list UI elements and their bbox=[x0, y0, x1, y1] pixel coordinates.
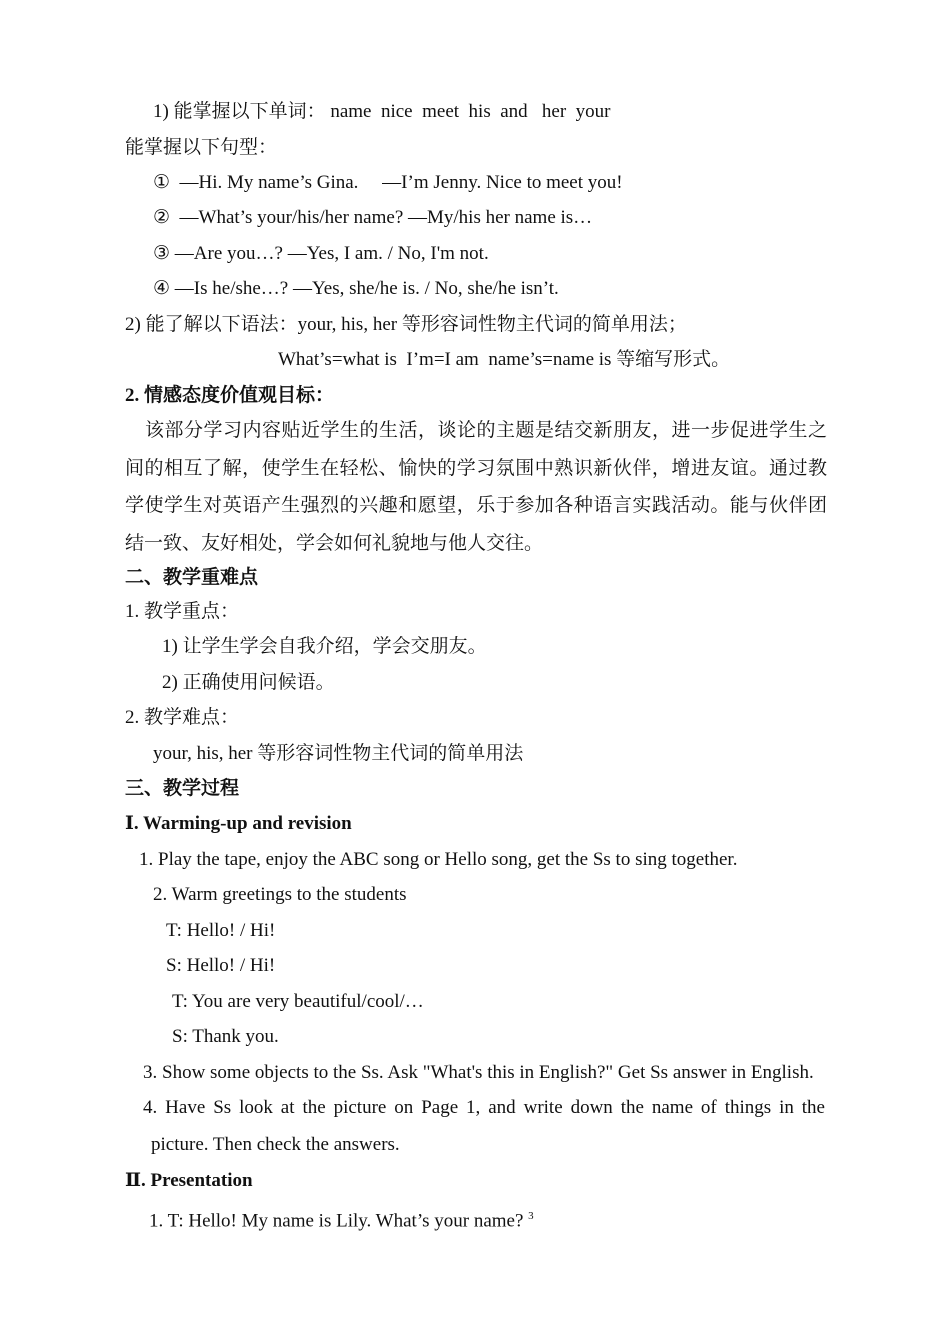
sentence-pattern-4: ④ —Is he/she…? —Yes, she/he is. / No, she/he isn’t. bbox=[153, 278, 559, 299]
emotion-paragraph: 该部分学习内容贴近学生的生活，谈论的主题是结交新朋友，进一步促进学生之间的相互了解，使学生在轻松、愉快的学习氛围中熟识新伙伴，增进友谊。通过教学使学生对英语产生强烈的兴趣和愿望，乐于参加各种语言实践活动。能与伙伴团结一致、友好相处，学会如何礼貌地与他人交往。 bbox=[125, 420, 827, 554]
footnote-mark: 3 bbox=[528, 1210, 534, 1222]
difficulty-item: your, his, her 等形容词性物主代词的简单用法 bbox=[153, 743, 524, 764]
warmup-heading: Ⅰ. Warming-up and revision bbox=[125, 813, 352, 834]
presentation-heading: Ⅱ. Presentation bbox=[125, 1170, 253, 1191]
process-heading: 三、教学过程 bbox=[125, 778, 240, 799]
dialogue-student-1: S: Hello! / Hi! bbox=[166, 955, 276, 976]
grammar-continuation: What’s=what is I’m=I am name’s=name is 等缩写形式。 bbox=[278, 349, 731, 370]
warmup-step-4-cont: picture. Then check the answers. bbox=[151, 1134, 400, 1155]
focus-item-1: 1) 让学生学会自我介绍，学会交朋友。 bbox=[162, 636, 487, 657]
focus-item-2: 2) 正确使用问候语。 bbox=[162, 672, 335, 693]
warmup-step-2: 2. Warm greetings to the students bbox=[153, 884, 407, 905]
dialogue-teacher-2: T: You are very beautiful/cool/… bbox=[172, 991, 424, 1012]
sentence-pattern-3: ③ —Are you…? —Yes, I am. / No, I'm not. bbox=[153, 243, 489, 264]
focus-title: 1. 教学重点： bbox=[125, 601, 240, 622]
key-points-heading: 二、教学重难点 bbox=[125, 567, 259, 588]
dialogue-teacher-1: T: Hello! / Hi! bbox=[166, 920, 276, 941]
vocab-line: 1) 能掌握以下单词： name nice meet his and her your bbox=[153, 101, 611, 122]
grammar-line: 2) 能了解以下语法：your, his, her 等形容词性物主代词的简单用法； bbox=[125, 314, 687, 335]
sentence-pattern-2: ② —What’s your/his/her name? —My/his her name is… bbox=[153, 207, 593, 228]
presentation-step-1 bbox=[149, 1204, 534, 1233]
sentence-intro: 能掌握以下句型： bbox=[125, 137, 278, 158]
warmup-step-3: 3. Show some objects to the Ss. Ask "What's this in English?" Get Ss answer in English. bbox=[143, 1062, 814, 1083]
sentence-pattern-1: ① —Hi. My name’s Gina. —I’m Jenny. Nice to meet you! bbox=[153, 172, 623, 193]
presentation-step-1-text: 1. T: Hello! My name is Lily. What’s your name? bbox=[149, 1210, 524, 1232]
warmup-step-1: 1. Play the tape, enjoy the ABC song or Hello song, get the Ss to sing together. bbox=[139, 849, 738, 870]
warmup-step-4: 4. Have Ss look at the picture on Page 1, and write down the name of things in the bbox=[143, 1097, 825, 1118]
difficulty-title: 2. 教学难点： bbox=[125, 707, 240, 728]
emotion-heading: 2. 情感态度价值观目标： bbox=[125, 385, 335, 406]
dialogue-student-2: S: Thank you. bbox=[172, 1026, 279, 1047]
